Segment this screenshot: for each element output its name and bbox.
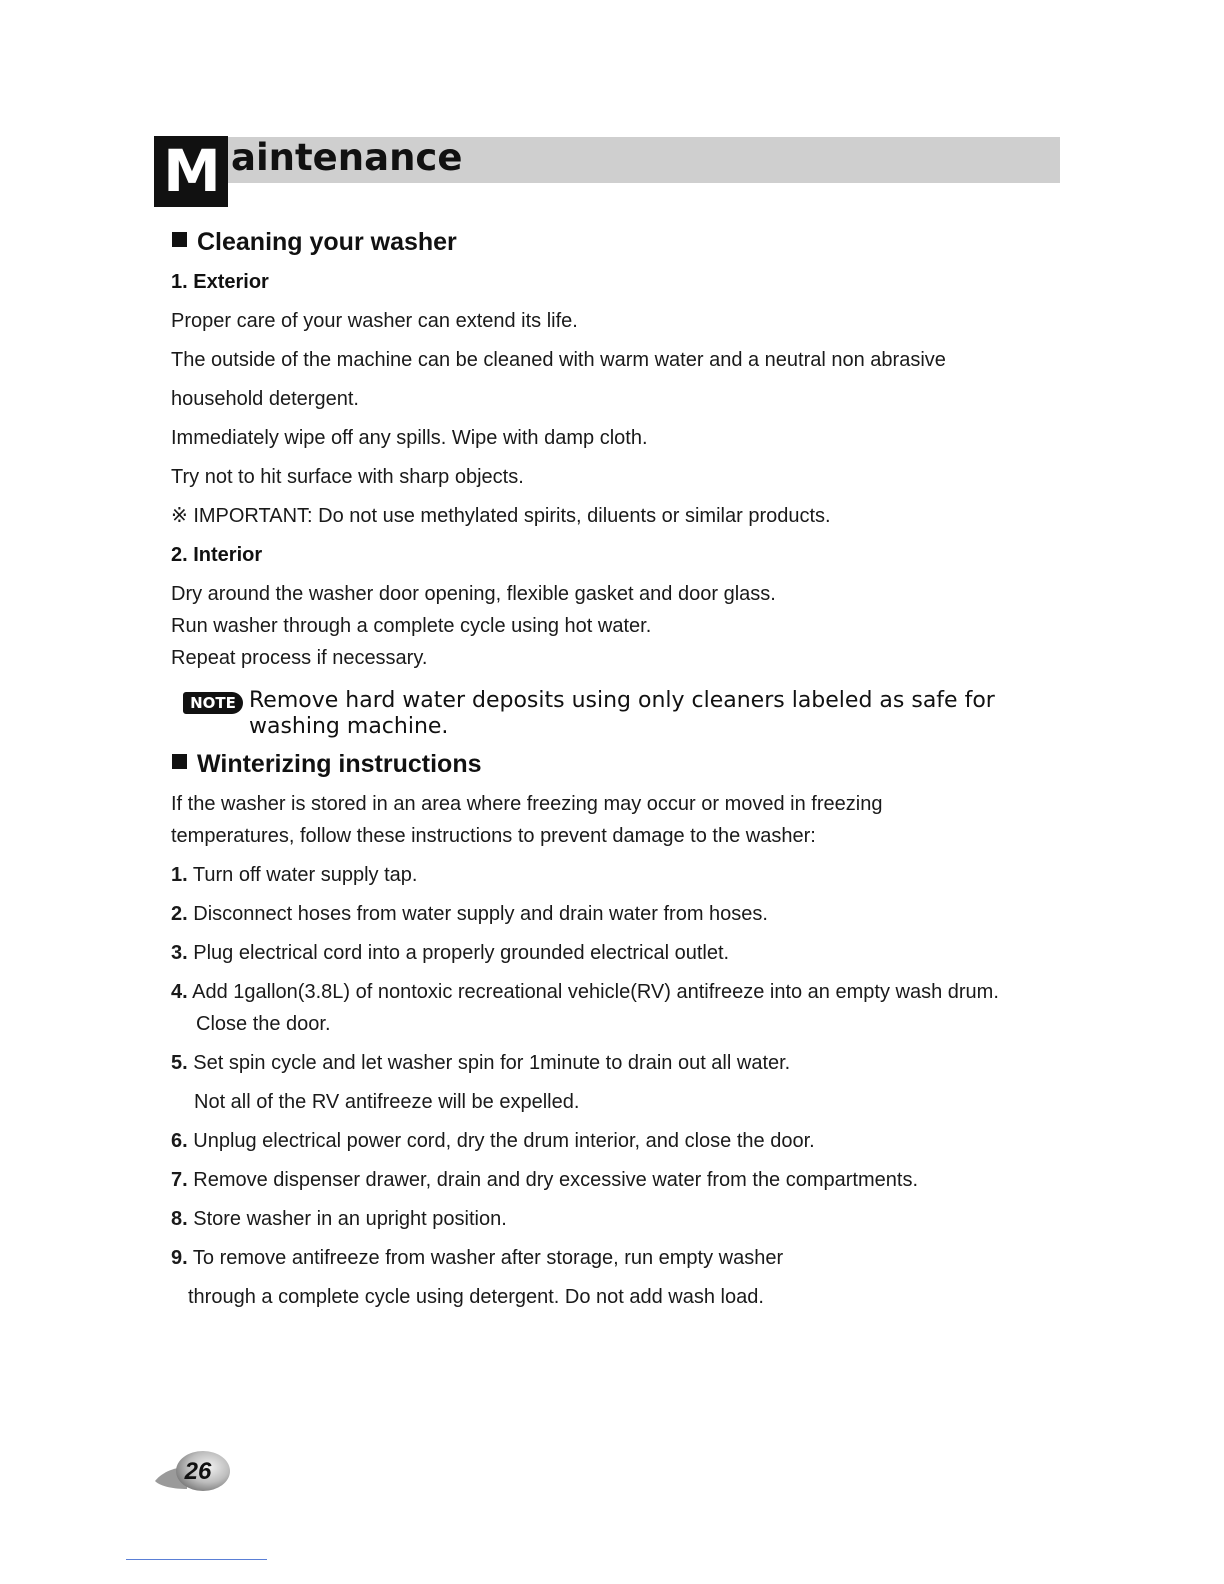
exterior-line: household detergent. — [171, 388, 359, 410]
interior-line: Dry around the washer door opening, flexible gasket and door glass. — [171, 583, 776, 605]
winterizing-intro-line: temperatures, follow these instructions to prevent damage to the washer: — [171, 825, 816, 847]
interior-line: Repeat process if necessary. — [171, 647, 428, 669]
exterior-line: The outside of the machine can be cleaned with warm water and a neutral non abrasive — [171, 349, 946, 371]
winterizing-step: 4. Add 1gallon(3.8L) of nontoxic recreational vehicle(RV) antifreeze into an empty wash drum. — [171, 981, 999, 1003]
important-warning: ※ IMPORTANT: Do not use methylated spirits, diluents or similar products. — [171, 505, 831, 527]
subheading-exterior: 1. Exterior — [171, 271, 269, 293]
winterizing-step-continuation: Close the door. — [196, 1013, 331, 1035]
square-bullet-icon — [172, 754, 187, 769]
winterizing-step: 7. Remove dispenser drawer, drain and dry excessive water from the compartments. — [171, 1169, 919, 1191]
page-number: 26 — [184, 1458, 212, 1485]
note-badge: NOTE — [183, 692, 243, 714]
winterizing-step: 9. To remove antifreeze from washer after storage, run empty washer — [171, 1247, 784, 1269]
winterizing-step: 3. Plug electrical cord into a properly grounded electrical outlet. — [171, 942, 730, 964]
note-text: Remove hard water deposits using only cleaners labeled as safe for washing machine. — [249, 688, 995, 739]
winterizing-intro-line: If the washer is stored in an area where freezing may occur or moved in freezing — [171, 793, 883, 815]
exterior-line: Proper care of your washer can extend its life. — [171, 310, 578, 332]
interior-line: Run washer through a complete cycle using hot water. — [171, 615, 652, 637]
winterizing-step-continuation: through a complete cycle using detergent. Do not add wash load. — [188, 1286, 764, 1308]
winterizing-step-continuation: Not all of the RV antifreeze will be expelled. — [194, 1091, 580, 1113]
winterizing-step: 5. Set spin cycle and let washer spin for 1minute to drain out all water. — [171, 1052, 791, 1074]
header-initial-letter: M — [154, 136, 228, 207]
winterizing-step: 2. Disconnect hoses from water supply and drain water from hoses. — [171, 903, 768, 925]
square-bullet-icon — [172, 232, 187, 247]
exterior-line: Immediately wipe off any spills. Wipe with damp cloth. — [171, 427, 648, 449]
winterizing-step: 6. Unplug electrical power cord, dry the drum interior, and close the door. — [171, 1130, 815, 1152]
bottom-divider — [126, 1559, 267, 1560]
section-heading-winterizing: Winterizing instructions — [172, 748, 482, 780]
winterizing-step: 8. Store washer in an upright position. — [171, 1208, 507, 1230]
page-title: aintenance — [231, 136, 463, 179]
section-heading-cleaning: Cleaning your washer — [172, 226, 457, 258]
exterior-line: Try not to hit surface with sharp objects. — [171, 466, 524, 488]
winterizing-step: 1. Turn off water supply tap. — [171, 864, 418, 886]
subheading-interior: 2. Interior — [171, 544, 263, 566]
